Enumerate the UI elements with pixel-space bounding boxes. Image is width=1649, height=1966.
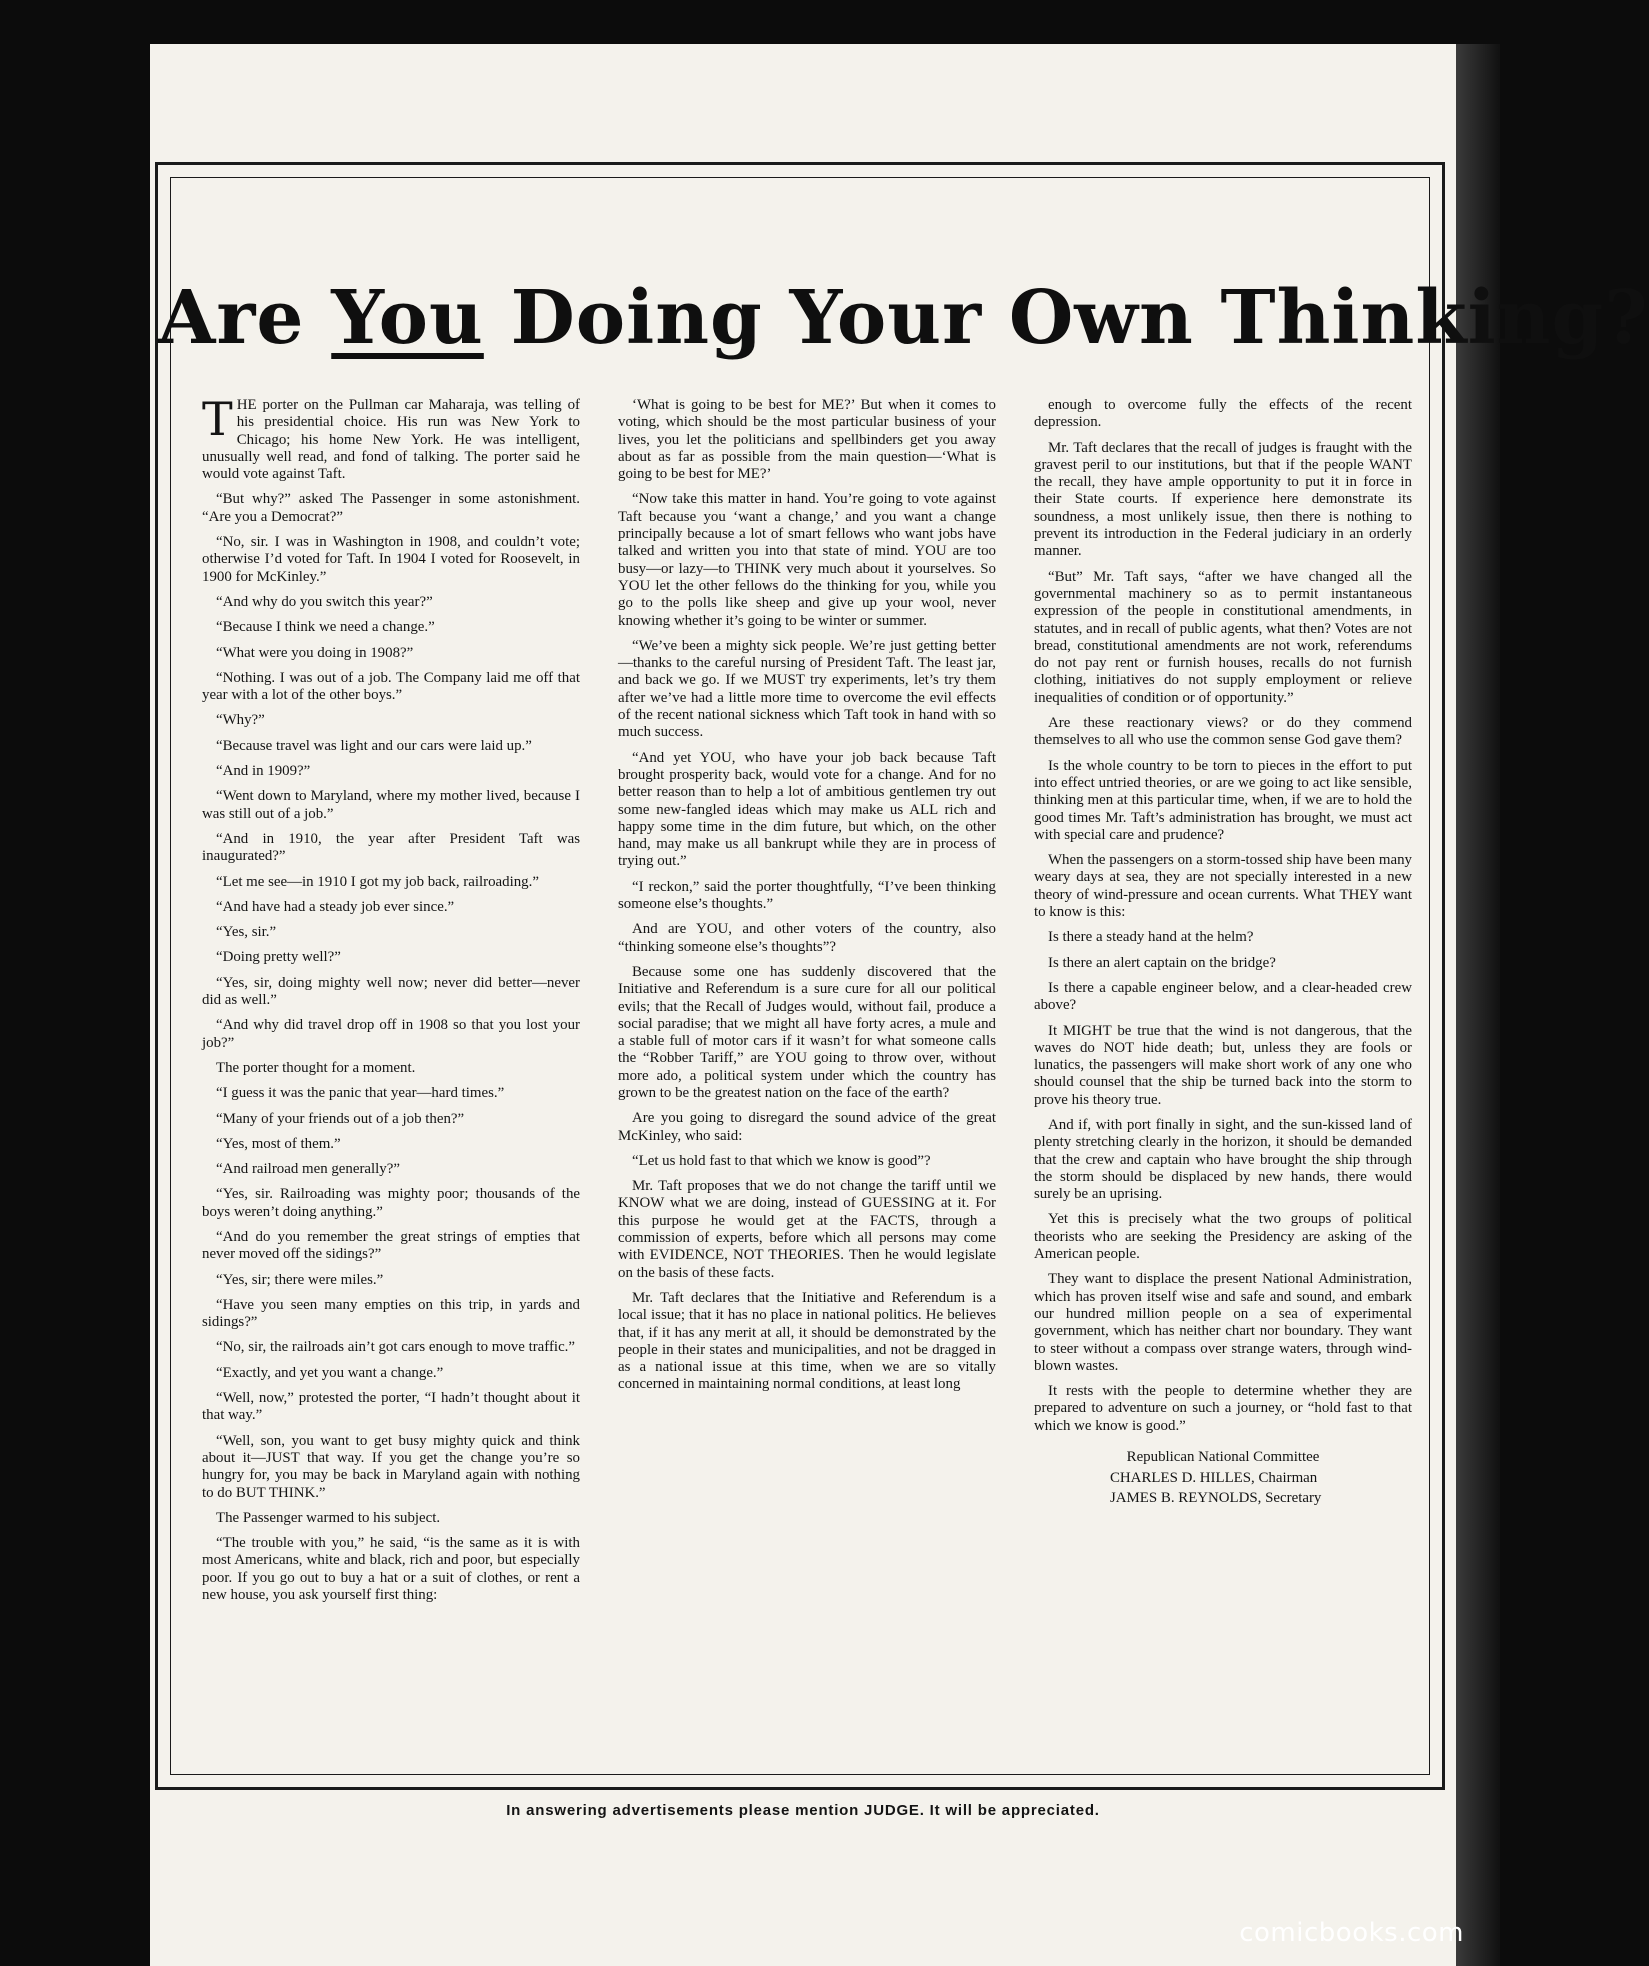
paragraph <box>202 1390 580 1425</box>
paragraph-text: Mr. Taft proposes that we do not change the tariff until we KNOW what we are doing, instead of GUESSING at it. For this purpose he would get at the FACTS, through a commission of experts, before which all persons may come with EVIDENCE, NOT THEORIES. Then he would legislate on the basis of these facts. <box>618 1178 996 1281</box>
paragraph-text: Mr. Taft declares that the Initiative and Referendum is a local issue; that it has no place in national politics. He believes that, if it has any merit at all, it should be demonstrated by the people in their states and municipalities, and not be dragged in as a national issue at this time, when we are so vitally concerned in maintaining normal conditions, at least long <box>618 1289 996 1393</box>
paragraph <box>202 874 580 891</box>
paragraph-text: “Went down to Maryland, where my mother lived, because I was still out of a job.” <box>202 788 580 822</box>
paragraph <box>1034 929 1412 946</box>
paragraph-text: “What were you doing in 1908?” <box>216 644 414 661</box>
signature-org: Republican National Committee <box>1126 1449 1320 1466</box>
paragraph-text: The Passenger warmed to his subject. <box>216 1509 441 1526</box>
paragraph-text: “And yet YOU, who have your job back because Taft brought prosperity back, would vote for a change. And for no better reason than to help a lot of ambitious gentlemen try out some new-fangled ideas which may make us ALL rich and happy some time in the dim future, but which, on the other hand, may make us all bankrupt while they are in process of trying out.” <box>618 749 996 870</box>
paragraph <box>202 1229 580 1264</box>
paragraph-text: “Nothing. I was out of a job. The Company laid me off that year with a lot of the other boys.” <box>202 669 580 704</box>
paragraph-text: “Well, now,” protested the porter, “I hadn’t thought about it that way.” <box>202 1390 580 1424</box>
paragraph <box>202 1111 580 1128</box>
paragraph-text: “I reckon,” said the porter thoughtfully, “I’ve been thinking someone else’s thoughts.” <box>618 878 996 913</box>
paragraph-text: “No, sir. I was in Washington in 1908, and couldn’t vote; otherwise I’d voted for Taft. In 1904 I voted for Roosevelt, in 1900 for McKinley.” <box>202 534 580 585</box>
paragraph <box>202 534 580 586</box>
paragraph-text: “And in 1910, the year after President Taft was inaugurated?” <box>202 830 580 865</box>
paragraph <box>202 619 580 636</box>
paragraph-text: “And why do you switch this year?” <box>216 593 433 610</box>
paragraph-text: “Let me see—in 1910 I got my job back, railroading.” <box>216 873 539 890</box>
paragraph-text: Is there a steady hand at the helm? <box>1048 929 1254 946</box>
paragraph-text: “And railroad men generally?” <box>216 1161 400 1178</box>
drop-cap: T <box>202 392 233 446</box>
paragraph <box>202 763 580 780</box>
paragraph <box>1034 715 1412 750</box>
text-column-3 <box>1034 397 1412 1762</box>
paragraph-text: “And have had a steady job ever since.” <box>216 898 455 915</box>
paragraph-text: Because some one has suddenly discovered that the Initiative and Referendum is a sure cure for all our political evils; that the Recall of Judges would, without fail, produce a social paradise; that we might all have forty acres, a mule and a stable full of motor cars if it wasn’t for what someone calls the “Robber Tariff,” are YOU going to throw over, without more ado, a political system under which the country has grown to be the greatest nation on the face of the earth? <box>618 963 996 1101</box>
footer-note: In answering advertisements please mention JUDGE. It will be appreciated. <box>506 1802 1100 1819</box>
paragraph <box>202 1161 580 1178</box>
paragraph <box>202 491 580 526</box>
paragraph <box>202 594 580 611</box>
headline-emphasis: You <box>331 275 484 361</box>
paragraph <box>618 964 996 1102</box>
paragraph-text: “Yes, sir; there were miles.” <box>216 1271 384 1288</box>
paragraph-text: “But why?” asked The Passenger in some astonishment. “Are you a Democrat?” <box>202 491 580 525</box>
paragraph <box>1034 1211 1412 1263</box>
paragraph <box>202 1060 580 1077</box>
paragraph-text: “And why did travel drop off in 1908 so that you lost your job?” <box>202 1017 580 1051</box>
paragraph-text: “I guess it was the panic that year—hard times.” <box>216 1085 505 1102</box>
paragraph <box>202 788 580 823</box>
paragraph <box>618 397 996 483</box>
paragraph <box>1034 1117 1412 1203</box>
paragraph <box>202 1535 580 1604</box>
paragraph <box>618 1178 996 1282</box>
paragraph-text: “But” Mr. Taft says, “after we have changed all the governmental machinery so as to permit instantaneous expression of the people in constitutional amendments, in statutes, and in recall of public agents, what then? Votes are not bread, constitutional amendments are not work, referendums do not pay rent or furnish houses, recalls do not furnish clothing, initiatives do not supply employment or relieve inequalities of condition or of opportunity.” <box>1034 568 1412 706</box>
paragraph-text: It rests with the people to determine whether they are prepared to adventure on such a journey, or “hold fast to that which we know is good.” <box>1034 1383 1412 1434</box>
paragraph-text: Are you going to disregard the sound advice of the great McKinley, who said: <box>618 1110 996 1144</box>
signature-secretary: JAMES B. REYNOLDS, Secretary <box>1110 1489 1322 1506</box>
scanned-page <box>150 44 1649 1966</box>
paragraph-text: Are these reactionary views? or do they commend themselves to all who use the common sense God gave them? <box>1034 715 1412 749</box>
paragraph <box>618 1290 996 1394</box>
paragraph <box>202 712 580 729</box>
text-column-2 <box>618 397 996 1762</box>
paragraph-text: “Yes, sir. Railroading was mighty poor; thousands of the boys weren’t doing anything.” <box>202 1186 580 1220</box>
paragraph <box>202 1339 580 1356</box>
paragraph-text: Mr. Taft declares that the recall of judges is fraught with the gravest peril to our institutions, but that if the people WANT the recall, they have ample opportunity to put it in force in their State courts. If experience here demonstrate its soundness, a most unlikely issue, then there is nothing to prevent its introduction in the Federal judiciary in an orderly manner. <box>1034 439 1412 560</box>
headline-before: Are <box>158 275 332 361</box>
paragraph-text: ‘What is going to be best for ME?’ But when it comes to voting, which should be the most particular business of your lives, you let the politicians and spellbinders get you away about as far as possible from the main question—‘What is going to be best for ME?’ <box>618 397 996 483</box>
paragraph <box>1034 758 1412 844</box>
paragraph <box>1034 1383 1412 1435</box>
paragraph-text: “And do you remember the great strings of empties that never moved off the sidings?” <box>202 1228 580 1263</box>
paragraph <box>202 392 580 483</box>
paragraph-text: enough to overcome fully the effects of the recent depression. <box>1034 397 1412 431</box>
signature-chairman: CHARLES D. HILLES, Chairman <box>1110 1470 1318 1487</box>
paragraph-text: They want to displace the present National Administration, which has proven itself wise and safe and sound, and embark our hundred million people on a sea of experimental government, which has neither chart nor boundary. They want to steer without a compass over strange waters, through wind-blown wastes. <box>1034 1271 1412 1374</box>
paragraph-text: “Yes, sir.” <box>216 924 277 941</box>
paragraph-text: Is there an alert captain on the bridge? <box>1048 954 1276 971</box>
paragraph-text: “And in 1909?” <box>216 763 311 780</box>
paragraph <box>202 1136 580 1153</box>
paragraph <box>1034 955 1412 972</box>
paragraph-text: “Many of your friends out of a job then?” <box>216 1110 465 1127</box>
paragraph <box>202 1085 580 1102</box>
paragraph-text: And are YOU, and other voters of the country, also “thinking someone else’s thoughts”? <box>618 921 996 955</box>
paragraph <box>1034 1023 1412 1109</box>
signature-block <box>1034 1449 1412 1507</box>
paragraph-text: HE porter on the Pullman car Maharaja, was telling of his presidential choice. His run was New York to Chicago; his home New York. He was intelligent, unusually well read, and fond of talking. The porter said he would vote against Taft. <box>202 397 580 483</box>
paragraph-text: “We’ve been a mighty sick people. We’re just getting better—thanks to the careful nursing of President Taft. The least jar, and back we go. If we MUST try experiments, let’s try them after we’ve had a little more time to overcome the evil effects of the recent national sickness which Taft took in hand with so much success. <box>618 637 996 741</box>
paragraph <box>1034 852 1412 921</box>
paragraph <box>202 949 580 966</box>
headline-after: Doing Your Own Thinking? <box>483 275 1649 361</box>
paragraph <box>1034 569 1412 707</box>
paragraph <box>202 645 580 662</box>
paragraph <box>1034 440 1412 561</box>
paragraph <box>618 638 996 742</box>
paragraph <box>618 921 996 956</box>
paragraph-text: Is there a capable engineer below, and a clear-headed crew above? <box>1034 979 1412 1014</box>
paragraph-text: “Yes, most of them.” <box>216 1135 341 1152</box>
paragraph-text: “Why?” <box>216 712 265 729</box>
paragraph <box>618 1153 996 1170</box>
paragraph <box>202 1186 580 1221</box>
paragraph <box>202 975 580 1010</box>
paragraph-text: “The trouble with you,” he said, “is the same as it is with most Americans, white and black, rich and poor, but especially poor. If you go out to buy a hat or a suit of clothes, or rent a new house, you ask yourself first thing: <box>202 1535 580 1604</box>
paragraph <box>202 1017 580 1052</box>
paragraph <box>202 670 580 705</box>
paragraph <box>202 831 580 866</box>
paragraph-text: The porter thought for a moment. <box>216 1059 416 1076</box>
paragraph-text: “Because I think we need a change.” <box>216 619 435 636</box>
paragraph-text: “Doing pretty well?” <box>216 949 341 966</box>
paragraph-text: “Exactly, and yet you want a change.” <box>216 1364 444 1381</box>
paragraph-text: It MIGHT be true that the wind is not dangerous, that the waves do NOT hide death; but, unless they are fools or lunatics, the passengers will make short work of any one who should counsel that the ship be turned back into the storm to prove his theory true. <box>1034 1022 1412 1108</box>
paragraph <box>1034 397 1412 432</box>
paragraph <box>202 924 580 941</box>
paragraph-text: “Let us hold fast to that which we know is good”? <box>632 1152 931 1169</box>
paragraph <box>202 899 580 916</box>
paragraph <box>1034 980 1412 1015</box>
headline <box>158 275 1649 361</box>
paragraph <box>618 750 996 871</box>
paragraph-text: “Now take this matter in hand. You’re going to vote against Taft because you ‘want a change,’ and you want a change principally because a lot of smart fellows who want jobs have talked and written you into that state of mind. YOU are too busy—or lazy—to THINK very much about it yourselves. So YOU let the other fellows do the thinking for you, while you go to the polls like sheep and give up your wool, never knowing whether it’s going to be winter or summer. <box>618 491 996 629</box>
paragraph-text: When the passengers on a storm-tossed ship have been many weary days at sea, they are not specially interested in a new theory of wind-pressure and ocean currents. What THEY want to know is this: <box>1034 852 1412 921</box>
paragraph-text: “Well, son, you want to get busy mighty quick and think about it—JUST that way. If you get the change you’re so hungry for, you may be back in Maryland again with nothing to do BUT THINK.” <box>202 1432 580 1501</box>
paragraph-text: “Have you seen many empties on this trip, in yards and sidings?” <box>202 1296 580 1331</box>
paragraph <box>202 1433 580 1502</box>
paragraph-text: “Because travel was light and our cars were laid up.” <box>216 737 532 754</box>
paragraph-text: “No, sir, the railroads ain’t got cars enough to move traffic.” <box>216 1339 576 1356</box>
paragraph <box>618 879 996 914</box>
paragraph-text: And if, with port finally in sight, and the sun-kissed land of plenty stretching clearly in the horizon, it should be demanded that the crew and captain who have brought the ship through the storm should be displaced by new hands, there would surely be an uprising. <box>1034 1116 1412 1203</box>
paragraph <box>202 1297 580 1332</box>
paragraph <box>202 1365 580 1382</box>
paragraph <box>202 1272 580 1289</box>
paragraph-text: Yet this is precisely what the two groups of political theorists who are seeking the Presidency are asking of the American people. <box>1034 1211 1412 1263</box>
paragraph <box>202 738 580 755</box>
paragraph-text: Is the whole country to be torn to pieces in the effort to put into effect untried theories, or are we going to act like sensible, thinking men at this particular time, when, if we are to hold the good times Mr. Taft’s administration has brought, we must act with special care and prudence? <box>1034 757 1412 843</box>
text-column-1 <box>202 392 580 1762</box>
ad-border <box>155 162 1649 1790</box>
paragraph <box>202 1510 580 1527</box>
paragraph-text: “Yes, sir, doing mighty well now; never did better—never did as well.” <box>202 974 580 1009</box>
paragraph <box>618 1110 996 1145</box>
watermark: comicbooks.com <box>1239 1918 1464 1948</box>
paragraph <box>618 491 996 629</box>
paragraph <box>1034 1271 1412 1375</box>
